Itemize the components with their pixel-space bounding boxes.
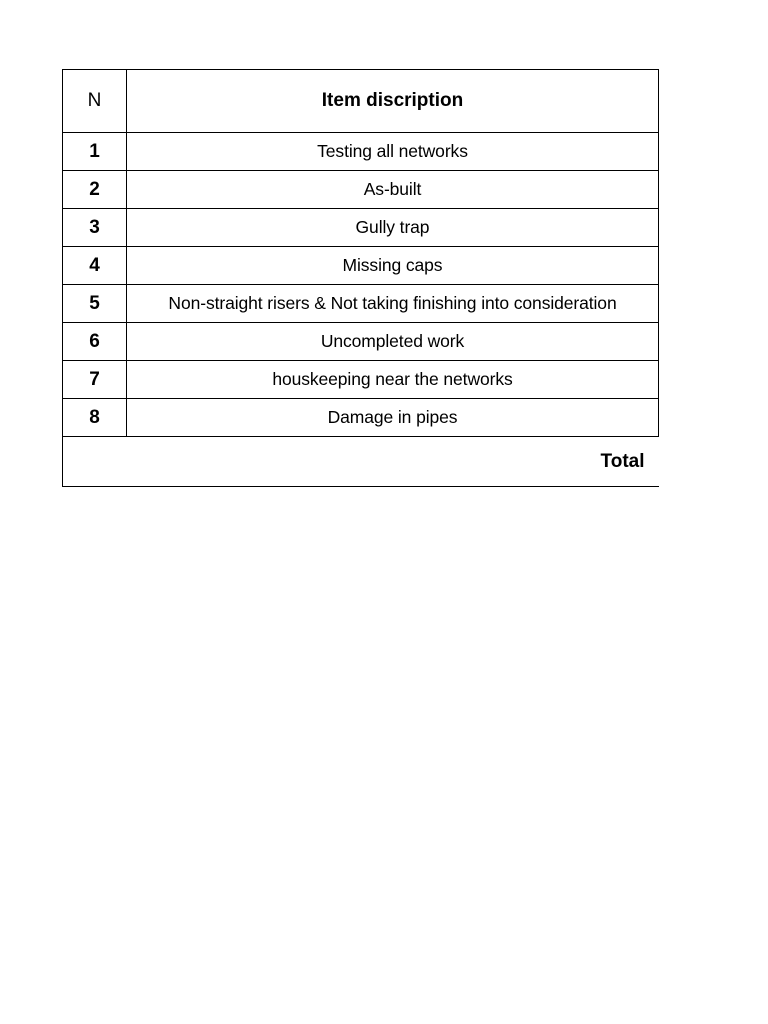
row-description: Uncompleted work <box>127 323 659 361</box>
row-description: Damage in pipes <box>127 399 659 437</box>
row-description: Missing caps <box>127 247 659 285</box>
row-number: 3 <box>63 209 127 247</box>
row-description: As-built <box>127 171 659 209</box>
row-number: 4 <box>63 247 127 285</box>
spreadsheet-page <box>62 69 658 487</box>
row-number: 8 <box>63 399 127 437</box>
total-row <box>63 437 659 487</box>
row-number: 2 <box>63 171 127 209</box>
total-label: Total <box>63 437 659 487</box>
row-description: Gully trap <box>127 209 659 247</box>
row-description: Non-straight risers & Not taking finishing into consideration <box>127 285 659 323</box>
table-row <box>63 171 659 209</box>
table-header-row <box>63 70 659 133</box>
table-row <box>63 285 659 323</box>
row-number: 5 <box>63 285 127 323</box>
row-description: Testing all networks <box>127 133 659 171</box>
table-row <box>63 323 659 361</box>
items-table <box>62 69 659 487</box>
row-number: 1 <box>63 133 127 171</box>
column-header-n: N <box>63 70 127 133</box>
table-row <box>63 361 659 399</box>
table-row <box>63 209 659 247</box>
row-number: 7 <box>63 361 127 399</box>
row-number: 6 <box>63 323 127 361</box>
column-header-description: Item discription <box>127 70 659 133</box>
row-description: houskeeping near the networks <box>127 361 659 399</box>
table-row <box>63 247 659 285</box>
table-row <box>63 133 659 171</box>
table-row <box>63 399 659 437</box>
